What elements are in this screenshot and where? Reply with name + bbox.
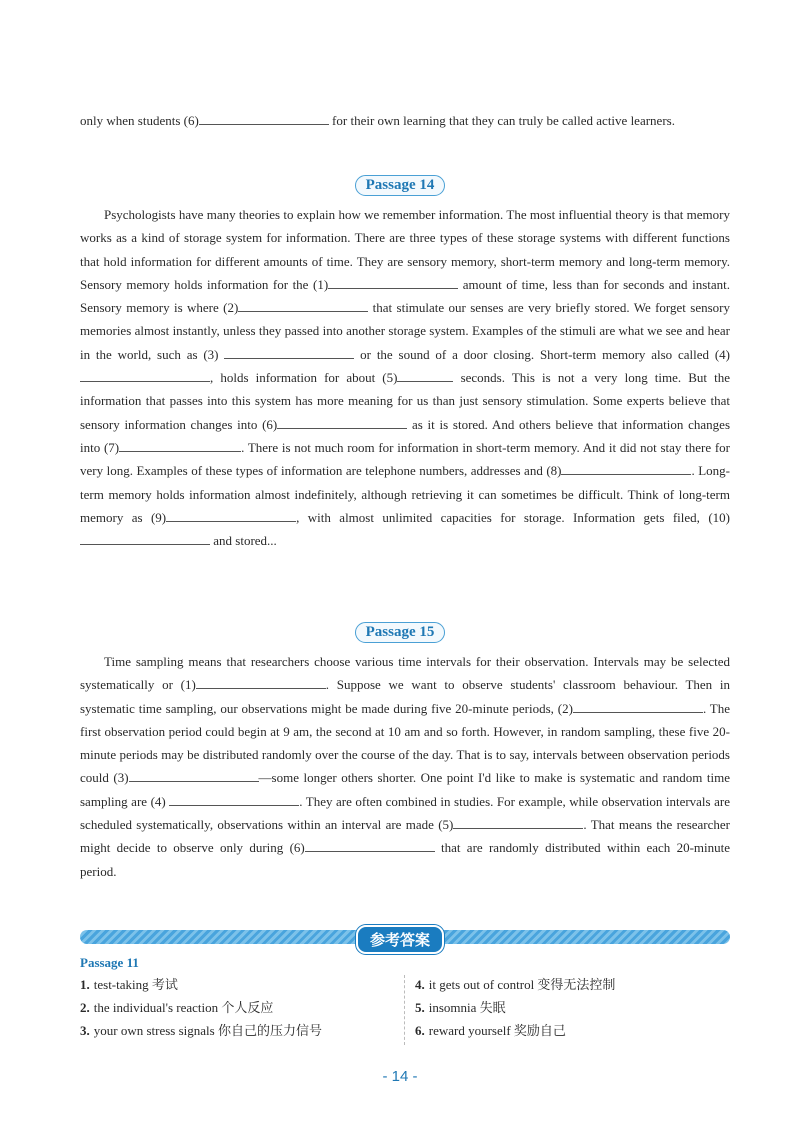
blank-6 xyxy=(199,111,329,125)
answer-number: 1. xyxy=(80,977,90,992)
passage-14-heading xyxy=(0,175,800,196)
text: . That means the researcher might decide to observe only during (6) xyxy=(80,817,730,856)
passage-14-paragraph xyxy=(80,203,730,552)
text: that are randomly distributed within each 20-minute period. xyxy=(80,840,731,879)
page-number: - 14 - xyxy=(382,1068,418,1085)
text: —some longer others shorter. One point I'd like to make is systematic and random time sampling are (4) xyxy=(80,770,731,809)
answer-item xyxy=(415,975,615,995)
blank-9 xyxy=(166,508,296,522)
answer-number: 5. xyxy=(415,1000,425,1015)
answer-text: reward yourself 奖励自己 xyxy=(428,1023,566,1038)
answers-banner-title: 参考答案 xyxy=(356,925,444,954)
answer-item xyxy=(415,998,506,1018)
blank-6 xyxy=(277,415,407,429)
answers-passage-label: Passage 11 xyxy=(80,955,139,970)
blank-7 xyxy=(119,438,241,452)
answer-number: 2. xyxy=(80,1000,90,1015)
blank-5 xyxy=(453,815,583,829)
answer-item xyxy=(415,1021,566,1041)
answer-text: insomnia 失眠 xyxy=(428,1000,506,1015)
text: . They are often combined in studies. For example, while observation intervals are scheduled systematically, observations within an interval are made (5) xyxy=(80,793,730,833)
blank-6 xyxy=(305,838,435,852)
intro-paragraph xyxy=(80,109,730,132)
text: that stimulate our senses are very briefly stored. We forget sensory memories almost instantly, unless they passed into another storage system. Examples of the stimuli are what we see and hear in the world, such as (3) xyxy=(80,300,730,362)
blank-3 xyxy=(129,768,259,782)
blank-1 xyxy=(328,275,458,289)
answer-number: 3. xyxy=(80,1023,90,1038)
text: Time sampling means that researchers choose various time intervals for their observation. Intervals may be selected systematically or (1) xyxy=(80,654,730,693)
answer-text: it gets out of control 变得无法控制 xyxy=(428,977,616,992)
text: and stored... xyxy=(213,533,277,549)
passage-15-title: Passage 15 xyxy=(355,622,446,643)
text: only when students (6) xyxy=(80,113,199,128)
passage-15-heading xyxy=(0,622,800,643)
answer-item xyxy=(80,975,178,995)
blank-8 xyxy=(561,461,691,475)
text: as it is stored. And others believe that information changes into (7) xyxy=(80,416,731,455)
text: . Suppose we want to observe students' classroom behaviour. Then in systematic time sampling, our observations might be made during five 20-minute periods, (2) xyxy=(80,677,731,716)
text: , holds information for about (5) xyxy=(210,370,398,386)
text: Psychologists have many theories to explain how we remember information. The most influential theory is that memory works as a kind of storage system for information. There are three types of these storage systems with different functions that hold information for different amounts of time. They are sensory memory, short-term memory and long-term memory. Sensory memory holds information for the (1) xyxy=(80,207,730,292)
answers-divider xyxy=(404,975,405,1045)
answer-number: 6. xyxy=(415,1023,425,1038)
answer-text: the individual's reaction 个人反应 xyxy=(93,1000,274,1015)
text: . The first observation period could begin at 9 am, the second at 10 am and so forth. However, in random sampling, these five 20-minute periods may be distributed randomly over the course of the day. That is to say, intervals between observation periods could (3) xyxy=(80,700,730,786)
text: . Long-term memory holds information almost indefinitely, although retrieving it can sometimes be difficult. Think of long-term memory as (9) xyxy=(80,463,730,525)
text: or the sound of a door closing. Short-term memory also called (4) xyxy=(360,346,731,362)
text: seconds. This is not a very long time. But the information that passes into this system has more meaning for us than just sensory stimulation. Some experts believe that sensory information changes into (6) xyxy=(80,370,731,432)
text: . There is not much room for information in short-term memory. And it did not stay there for very long. Examples of these types of information are telephone numbers, addresses and (8) xyxy=(80,439,730,479)
answer-text: test-taking 考试 xyxy=(93,977,178,992)
blank-4 xyxy=(80,368,210,382)
answers-banner xyxy=(0,925,800,954)
passage-14-title: Passage 14 xyxy=(355,175,446,196)
text: , with almost unlimited capacities for storage. Information gets filed, (10) xyxy=(296,509,730,525)
blank-2 xyxy=(573,699,703,713)
blank-3 xyxy=(224,345,354,359)
blank-2 xyxy=(238,298,368,312)
blank-1 xyxy=(196,675,326,689)
text: for their own learning that they can truly be called active learners. xyxy=(332,113,675,128)
answer-item xyxy=(80,998,273,1018)
blank-4 xyxy=(169,792,299,806)
passage-15-paragraph xyxy=(80,650,730,883)
answer-text: your own stress signals 你自己的压力信号 xyxy=(93,1023,322,1038)
answer-number: 4. xyxy=(415,977,425,992)
blank-10 xyxy=(80,531,210,545)
blank-5 xyxy=(397,368,453,382)
answer-item xyxy=(80,1021,322,1041)
text: amount of time, less than for seconds and instant. Sensory memory is where (2) xyxy=(80,276,730,316)
